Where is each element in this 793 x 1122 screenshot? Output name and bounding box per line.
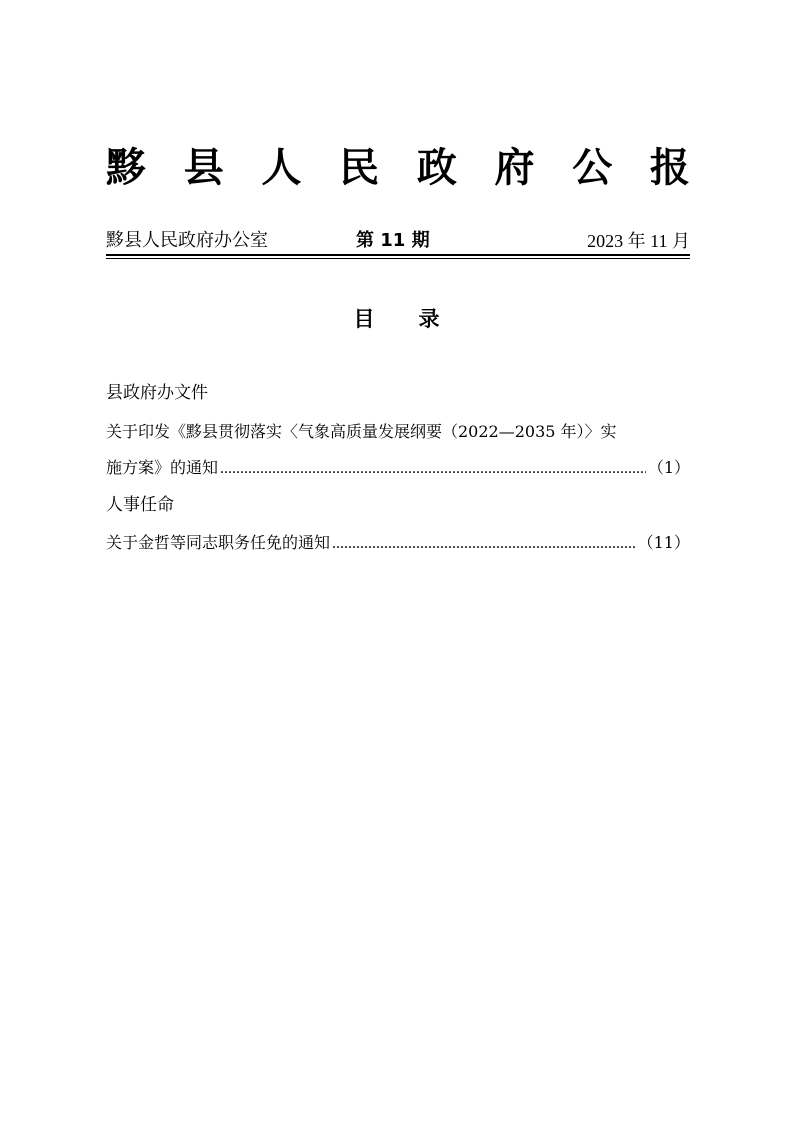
title-char: 黟 xyxy=(106,144,146,191)
title-char: 人 xyxy=(261,144,302,191)
title-char: 民 xyxy=(339,144,380,191)
issue-date: 2023 年 11 月 xyxy=(587,231,690,251)
header-rule-thin xyxy=(106,258,690,259)
issue-info-bar xyxy=(106,228,690,254)
title-char: 公 xyxy=(572,144,613,191)
title-char: 府 xyxy=(494,144,535,191)
bulletin-title xyxy=(106,140,690,196)
toc-entry-title: 关于金哲等同志职务任免的通知 xyxy=(106,533,331,552)
toc-page-number: （1） xyxy=(647,458,690,477)
toc-page-number: （11） xyxy=(637,533,690,552)
header-rule-thick xyxy=(106,254,690,256)
toc-entry-line[interactable] xyxy=(106,455,690,482)
title-char: 政 xyxy=(416,144,457,191)
toc-section-title: 人事任命 xyxy=(106,495,174,515)
issuing-office: 黟县人民政府办公室 xyxy=(106,230,268,251)
toc-heading: 目录 xyxy=(353,307,484,331)
toc-entry-title: 关于印发《黟县贯彻落实〈气象高质量发展纲要（2022—2035 年）〉实 xyxy=(106,422,617,441)
title-char: 县 xyxy=(183,144,224,191)
title-char: 报 xyxy=(649,144,690,191)
issue-number: 第 11 期 xyxy=(356,230,430,251)
dot-leader xyxy=(220,456,646,482)
toc-section-title: 县政府办文件 xyxy=(106,383,208,403)
toc-entry-title-cont: 施方案》的通知 xyxy=(106,458,219,477)
dot-leader xyxy=(332,531,636,557)
toc-entry-line[interactable] xyxy=(106,530,690,557)
toc-entry-line[interactable] xyxy=(106,419,690,445)
